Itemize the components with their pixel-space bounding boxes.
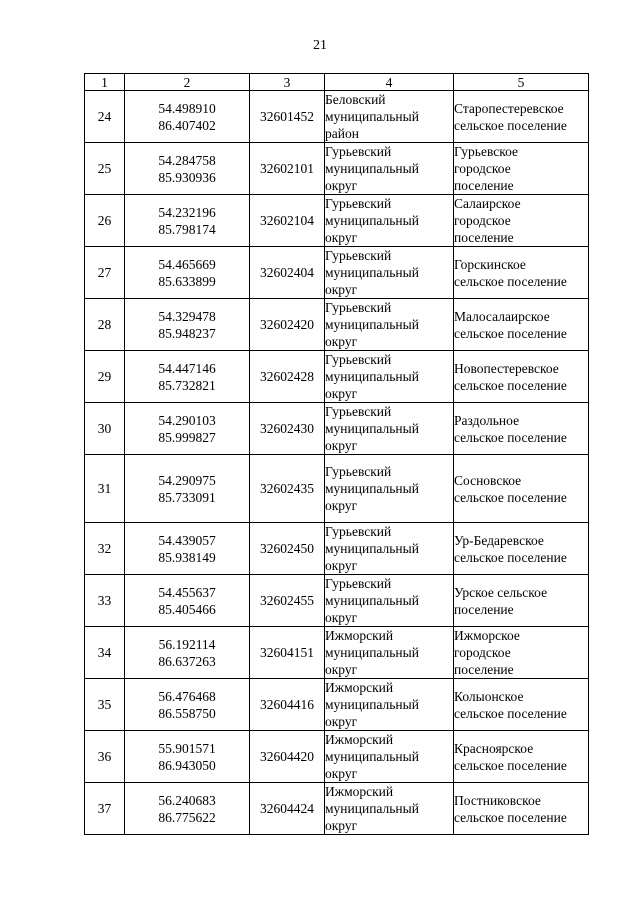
settlement-cell <box>454 679 589 731</box>
settlement-cell <box>454 403 589 455</box>
settlement-cell <box>454 455 589 523</box>
oktmo-code: 32601452 <box>260 109 314 124</box>
settlements-table <box>84 73 589 835</box>
oktmo-code-cell <box>250 91 325 143</box>
latitude: 55.901571 <box>158 740 216 756</box>
row-number-cell <box>85 523 125 575</box>
latitude: 54.447146 <box>158 360 216 376</box>
row-number: 34 <box>97 645 112 660</box>
settlement-name: Ур-Бедаревское сельское поселение <box>454 532 567 565</box>
column-header: 3 <box>250 74 325 91</box>
oktmo-code-cell <box>250 403 325 455</box>
district-name: Гурьевский муниципальный округ <box>325 524 419 573</box>
latitude: 56.476468 <box>158 688 216 704</box>
district-cell <box>325 575 454 627</box>
oktmo-code: 32602430 <box>260 421 314 436</box>
row-number: 28 <box>97 317 112 332</box>
settlement-name: Горскинское сельское поселение <box>454 256 567 289</box>
settlement-name: Новопестеревское сельское поселение <box>454 360 567 393</box>
oktmo-code: 32602404 <box>260 265 314 280</box>
column-header: 2 <box>125 74 250 91</box>
latitude: 56.240683 <box>158 792 216 808</box>
oktmo-code-cell <box>250 731 325 783</box>
settlement-cell <box>454 731 589 783</box>
district-name: Ижморский муниципальный округ <box>325 628 419 677</box>
settlement-cell <box>454 247 589 299</box>
district-cell <box>325 143 454 195</box>
oktmo-code: 32602428 <box>260 369 314 384</box>
district-name: Гурьевский муниципальный округ <box>325 144 419 193</box>
table-row <box>85 523 589 575</box>
row-number-cell <box>85 143 125 195</box>
longitude: 85.930936 <box>158 169 216 185</box>
coordinates-cell <box>125 455 250 523</box>
column-header: 4 <box>325 74 454 91</box>
longitude: 85.732821 <box>158 377 216 393</box>
district-cell <box>325 731 454 783</box>
district-cell <box>325 455 454 523</box>
row-number: 31 <box>97 481 112 496</box>
row-number: 30 <box>97 421 112 436</box>
longitude: 85.999827 <box>158 429 216 445</box>
row-number: 25 <box>97 161 112 176</box>
settlement-cell <box>454 195 589 247</box>
district-name: Гурьевский муниципальный округ <box>325 352 419 401</box>
longitude: 85.798174 <box>158 221 216 237</box>
longitude: 85.405466 <box>158 601 216 617</box>
settlement-name: Красноярское сельское поселение <box>454 740 567 773</box>
column-header: 1 <box>85 74 125 91</box>
oktmo-code: 32604416 <box>260 697 314 712</box>
latitude: 54.290103 <box>158 412 216 428</box>
table-row <box>85 403 589 455</box>
oktmo-code: 32602455 <box>260 593 314 608</box>
coordinates-cell <box>125 679 250 731</box>
longitude: 85.948237 <box>158 325 216 341</box>
table-row <box>85 299 589 351</box>
oktmo-code: 32602420 <box>260 317 314 332</box>
oktmo-code-cell <box>250 679 325 731</box>
row-number: 27 <box>97 265 112 280</box>
longitude: 86.407402 <box>158 117 216 133</box>
oktmo-code-cell <box>250 299 325 351</box>
oktmo-code: 32602450 <box>260 541 314 556</box>
settlement-name: Старопестеревское сельское поселение <box>454 100 567 133</box>
district-cell <box>325 783 454 835</box>
row-number: 35 <box>97 697 112 712</box>
settlement-cell <box>454 627 589 679</box>
row-number: 32 <box>97 541 112 556</box>
oktmo-code-cell <box>250 351 325 403</box>
settlement-name: Ижморское городское поселение <box>454 628 520 677</box>
row-number-cell <box>85 247 125 299</box>
table-row <box>85 91 589 143</box>
oktmo-code: 32604420 <box>260 749 314 764</box>
row-number-cell <box>85 351 125 403</box>
coordinates-cell <box>125 783 250 835</box>
settlement-name: Гурьевское городское поселение <box>454 144 519 193</box>
district-cell <box>325 299 454 351</box>
table-row <box>85 455 589 523</box>
table-row <box>85 627 589 679</box>
district-name: Ижморский муниципальный округ <box>325 784 419 833</box>
oktmo-code-cell <box>250 783 325 835</box>
longitude: 86.775622 <box>158 809 216 825</box>
row-number: 36 <box>97 749 112 764</box>
coordinates-cell <box>125 575 250 627</box>
settlement-name: Раздольное сельское поселение <box>454 412 567 445</box>
longitude: 86.558750 <box>158 705 216 721</box>
table-row <box>85 679 589 731</box>
oktmo-code: 32602104 <box>260 213 314 228</box>
district-name: Гурьевский муниципальный округ <box>325 300 419 349</box>
latitude: 54.284758 <box>158 152 216 168</box>
coordinates-cell <box>125 523 250 575</box>
district-cell <box>325 679 454 731</box>
row-number: 24 <box>97 109 112 124</box>
oktmo-code: 32604424 <box>260 801 314 816</box>
district-cell <box>325 247 454 299</box>
district-name: Гурьевский муниципальный округ <box>325 196 419 245</box>
row-number-cell <box>85 783 125 835</box>
row-number: 29 <box>97 369 112 384</box>
district-name: Ижморский муниципальный округ <box>325 732 419 781</box>
settlement-name: Постниковское сельское поселение <box>454 792 567 825</box>
oktmo-code-cell <box>250 455 325 523</box>
latitude: 54.455637 <box>158 584 216 600</box>
oktmo-code: 32604151 <box>260 645 314 660</box>
longitude: 85.633899 <box>158 273 216 289</box>
coordinates-cell <box>125 403 250 455</box>
table-row <box>85 783 589 835</box>
district-cell <box>325 351 454 403</box>
table-header-row <box>85 74 589 91</box>
coordinates-cell <box>125 247 250 299</box>
settlement-cell <box>454 783 589 835</box>
district-cell <box>325 91 454 143</box>
table-row <box>85 575 589 627</box>
coordinates-cell <box>125 731 250 783</box>
settlement-cell <box>454 143 589 195</box>
settlement-name: Сосновское сельское поселение <box>454 472 567 505</box>
row-number-cell <box>85 455 125 523</box>
row-number-cell <box>85 299 125 351</box>
settlement-cell <box>454 299 589 351</box>
longitude: 85.733091 <box>158 489 216 505</box>
settlement-name: Малосалаирское сельское поселение <box>454 308 567 341</box>
district-cell <box>325 523 454 575</box>
oktmo-code-cell <box>250 195 325 247</box>
table-row <box>85 195 589 247</box>
row-number-cell <box>85 627 125 679</box>
oktmo-code: 32602435 <box>260 481 314 496</box>
coordinates-cell <box>125 195 250 247</box>
row-number: 37 <box>97 801 112 816</box>
district-name: Беловский муниципальный район <box>325 92 419 141</box>
table-row <box>85 731 589 783</box>
district-cell <box>325 403 454 455</box>
district-name: Гурьевский муниципальный округ <box>325 576 419 625</box>
coordinates-cell <box>125 299 250 351</box>
row-number-cell <box>85 403 125 455</box>
district-name: Гурьевский муниципальный округ <box>325 404 419 453</box>
latitude: 56.192114 <box>158 636 216 652</box>
district-name: Ижморский муниципальный округ <box>325 680 419 729</box>
latitude: 54.232196 <box>158 204 216 220</box>
table-row <box>85 351 589 403</box>
page-number: 21 <box>313 38 327 53</box>
settlement-cell <box>454 523 589 575</box>
oktmo-code-cell <box>250 247 325 299</box>
latitude: 54.439057 <box>158 532 216 548</box>
settlement-name: Салаирское городское поселение <box>454 196 521 245</box>
latitude: 54.465669 <box>158 256 216 272</box>
district-cell <box>325 195 454 247</box>
district-cell <box>325 627 454 679</box>
row-number-cell <box>85 679 125 731</box>
coordinates-cell <box>125 627 250 679</box>
row-number-cell <box>85 91 125 143</box>
row-number: 26 <box>97 213 112 228</box>
row-number: 33 <box>97 593 112 608</box>
row-number-cell <box>85 195 125 247</box>
oktmo-code-cell <box>250 575 325 627</box>
settlement-cell <box>454 351 589 403</box>
coordinates-cell <box>125 351 250 403</box>
table-row <box>85 143 589 195</box>
longitude: 86.943050 <box>158 757 216 773</box>
row-number-cell <box>85 731 125 783</box>
district-name: Гурьевский муниципальный округ <box>325 248 419 297</box>
oktmo-code: 32602101 <box>260 161 314 176</box>
settlement-cell <box>454 91 589 143</box>
table-row <box>85 247 589 299</box>
oktmo-code-cell <box>250 627 325 679</box>
latitude: 54.290975 <box>158 472 216 488</box>
settlement-name: Урское сельское поселение <box>454 584 548 617</box>
coordinates-cell <box>125 143 250 195</box>
district-name: Гурьевский муниципальный округ <box>325 464 419 513</box>
column-header: 5 <box>454 74 589 91</box>
oktmo-code-cell <box>250 143 325 195</box>
latitude: 54.498910 <box>158 100 216 116</box>
row-number-cell <box>85 575 125 627</box>
settlement-cell <box>454 575 589 627</box>
settlement-name: Колыонское сельское поселение <box>454 688 567 721</box>
coordinates-cell <box>125 91 250 143</box>
longitude: 86.637263 <box>158 653 216 669</box>
latitude: 54.329478 <box>158 308 216 324</box>
longitude: 85.938149 <box>158 549 216 565</box>
oktmo-code-cell <box>250 523 325 575</box>
